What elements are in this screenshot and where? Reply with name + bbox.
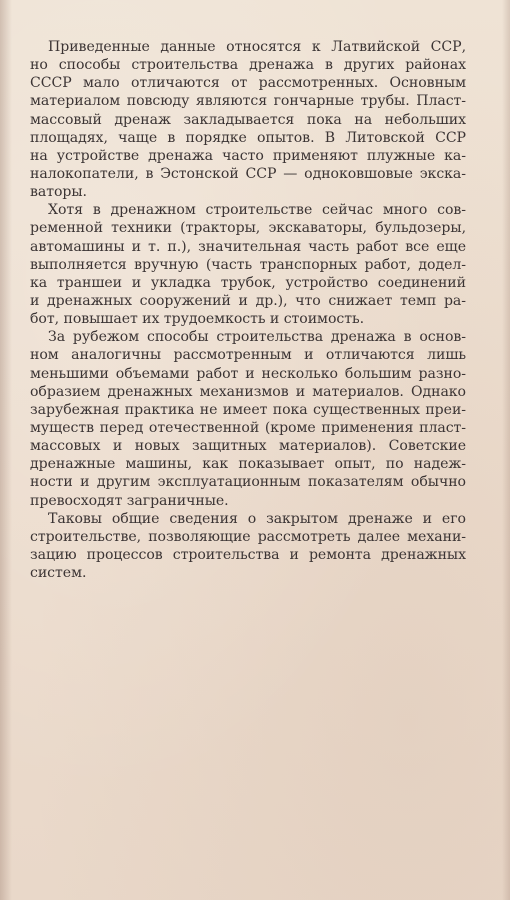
text-line: Приведенные данные относятся к Латвийской ССР,: [48, 39, 466, 55]
text-line: материалом повсюду являются гончарные трубы. Пласт-: [30, 93, 466, 110]
text-line: площадях, чаще в порядке опытов. В Литовской ССР: [30, 129, 466, 146]
paragraph-3: [30, 328, 466, 509]
text-line: выполняется вручную (часть транспорных работ, додел-: [30, 256, 466, 273]
text-line: и дренажных сооружений и др.), что снижает темп ра-: [30, 292, 466, 309]
text-line: строительстве, позволяющие рассмотреть далее механи-: [30, 528, 466, 545]
text-line: автомашины и т. п.), значительная часть работ все еще: [30, 238, 466, 255]
text-line: муществ перед отечественной (кроме применения пласт-: [30, 419, 466, 436]
text-line: бот, повышает их трудоемкость и стоимость.: [30, 311, 365, 328]
body-text: [30, 38, 466, 582]
text-line: ном аналогичны рассмотренным и отличаются лишь: [30, 347, 466, 364]
text-line: зацию процессов строительства и ремонта дренажных: [30, 546, 466, 563]
text-line: За рубежом способы строительства дренажа в основ-: [48, 329, 466, 346]
text-line: ности и другим эксплуатационным показателям обычно: [30, 474, 466, 491]
text-line: налокопатели, в Эстонской ССР — одноковшовые экска-: [30, 165, 466, 182]
text-line: Таковы общие сведения о закрытом дренаже и его: [48, 510, 466, 527]
text-line: дренажные машины, как показывает опыт, по надеж-: [30, 456, 466, 473]
text-line: систем.: [30, 565, 87, 582]
paragraph-1: [30, 38, 466, 201]
text-line: но способы строительства дренажа в других районах: [30, 57, 466, 74]
text-line: ременной техники (тракторы, экскаваторы, бульдозеры,: [30, 220, 466, 237]
text-line: ка траншеи и укладка трубок, устройство соединений: [30, 274, 466, 291]
paragraph-2: [30, 201, 466, 328]
page-shadow-right: [502, 0, 510, 900]
text-line: зарубежная практика не имеет пока существенных преи-: [30, 401, 466, 418]
text-line: превосходят заграничные.: [30, 492, 229, 509]
paragraph-4: [30, 510, 466, 583]
text-line: СССР мало отличаются от рассмотренных. Основным: [30, 75, 466, 92]
text-line: массовый дренаж закладывается пока на небольших: [30, 111, 466, 128]
text-line: ваторы.: [30, 184, 87, 201]
text-line: меньшими объемами работ и несколько большим разно-: [30, 365, 466, 382]
page-shadow-left: [0, 0, 12, 900]
text-line: массовых и новых защитных материалов). Советские: [30, 438, 466, 455]
text-line: на устройстве дренажа часто применяют плужные ка-: [30, 147, 466, 164]
text-line: образием дренажных механизмов и материалов. Однако: [30, 383, 466, 400]
text-line: Хотя в дренажном строительстве сейчас много сов-: [48, 202, 466, 219]
